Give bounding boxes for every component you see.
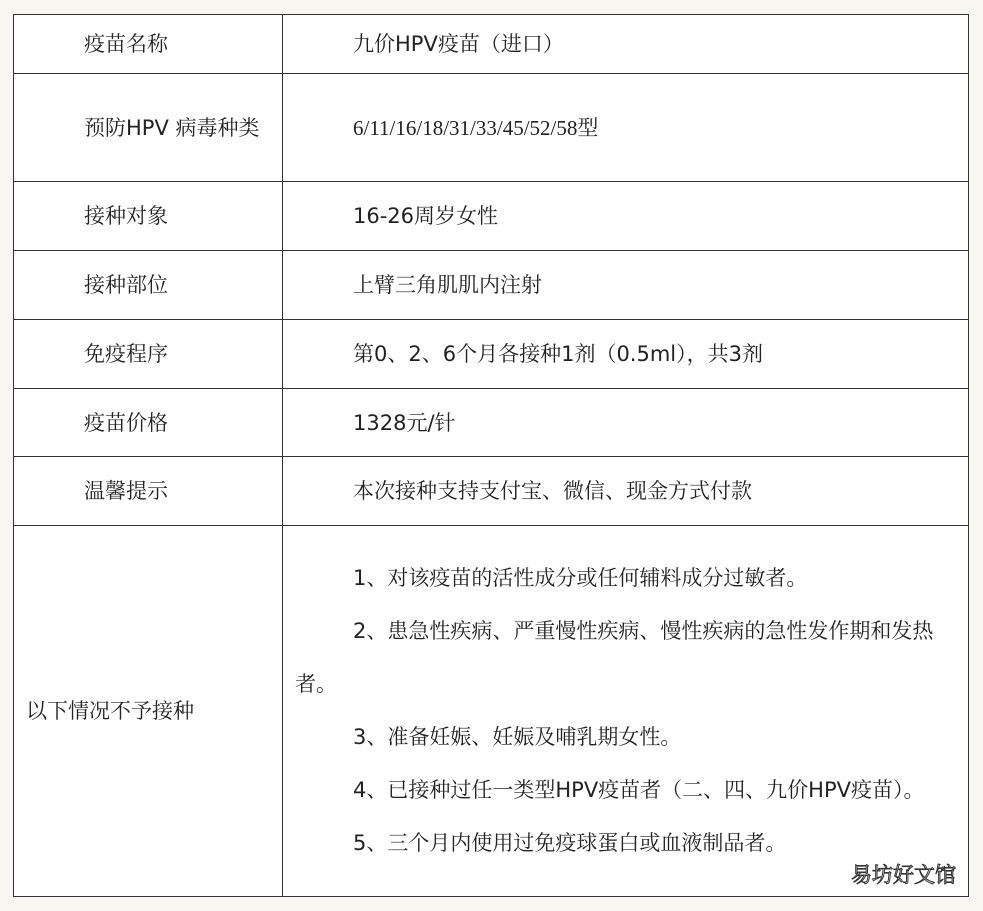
row-label-hpv-types: 预防HPV 病毒种类 bbox=[14, 74, 283, 182]
table-row bbox=[14, 320, 969, 389]
watermark: 易坊好文馆 bbox=[851, 863, 956, 887]
table-row bbox=[14, 389, 969, 457]
row-label-price: 疫苗价格 bbox=[14, 389, 283, 457]
row-value-hpv-types: 6/11/16/18/31/33/45/52/58型 bbox=[283, 74, 969, 182]
row-value-schedule: 第0、2、6个月各接种1剂（0.5ml），共3剂 bbox=[283, 320, 969, 389]
row-label-injection-site: 接种部位 bbox=[14, 251, 283, 320]
row-label-target-group: 接种对象 bbox=[14, 182, 283, 251]
row-label-vaccine-name: 疫苗名称 bbox=[14, 15, 283, 74]
list-item: 5、三个月内使用过免疫球蛋白或血液制品者。 bbox=[353, 831, 787, 855]
table-row bbox=[14, 251, 969, 320]
row-value-vaccine-name: 九价HPV疫苗（进口） bbox=[283, 15, 969, 74]
table-row bbox=[14, 526, 969, 897]
table-row bbox=[14, 15, 969, 74]
table-row bbox=[14, 457, 969, 526]
row-value-notice: 本次接种支持支付宝、微信、现金方式付款 bbox=[283, 457, 969, 526]
row-value-target-group: 16-26周岁女性 bbox=[283, 182, 969, 251]
row-value-injection-site: 上臂三角肌肌内注射 bbox=[283, 251, 969, 320]
list-item: 2、患急性疾病、严重慢性疾病、慢性疾病的急性发作期和发热者。 bbox=[295, 619, 934, 696]
contraindications-list bbox=[283, 526, 969, 897]
row-label-contraindications: 以下情况不予接种 bbox=[14, 526, 283, 897]
vaccine-info-table bbox=[13, 14, 969, 897]
row-value-price: 1328元/针 bbox=[283, 389, 969, 457]
row-label-notice: 温馨提示 bbox=[14, 457, 283, 526]
table-row bbox=[14, 74, 969, 182]
row-label-schedule: 免疫程序 bbox=[14, 320, 283, 389]
list-item: 3、准备妊娠、妊娠及哺乳期女性。 bbox=[353, 725, 682, 749]
table-row bbox=[14, 182, 969, 251]
list-item: 4、已接种过任一类型HPV疫苗者（二、四、九价HPV疫苗）。 bbox=[353, 778, 925, 802]
list-item: 1、对该疫苗的活性成分或任何辅料成分过敏者。 bbox=[353, 566, 808, 590]
